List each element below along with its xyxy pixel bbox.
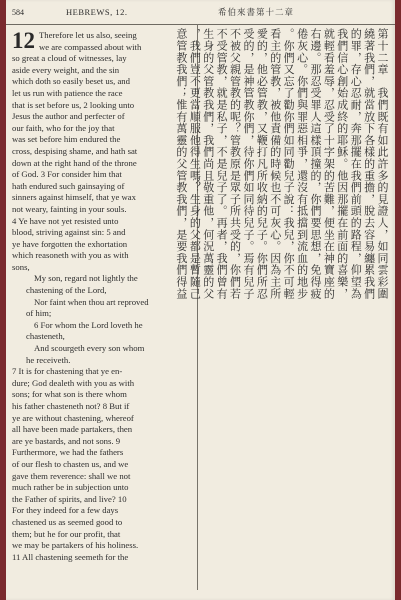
english-line: dure; God dealeth with you as with	[12, 377, 135, 388]
english-line: of God. 3 For consider him that	[12, 169, 122, 180]
english-line: much rather be in subjection unto	[12, 482, 129, 493]
english-line: them; but he for our profit, that	[12, 528, 121, 539]
chinese-text-column: 不被父親管教的呢？管教原是眾子所共受的，你們若	[228, 28, 242, 300]
english-line: sons,	[12, 261, 30, 272]
chinese-text-column: 右邊。那忍受罪人這樣頂撞的，你們要思想，免得疲	[308, 28, 322, 300]
english-line: not weary, fainting in your souls.	[12, 203, 127, 214]
english-line: Therefore let us also, seeing	[39, 30, 137, 40]
chinese-title: 希伯來書第十二章	[218, 8, 295, 18]
english-text	[12, 30, 192, 563]
english-line: down at the right hand of the throne	[12, 157, 137, 168]
english-line: chasteneth,	[26, 331, 65, 342]
english-line: his father chasteneth not? 8 But if	[12, 401, 130, 411]
english-line: of him;	[26, 308, 52, 319]
english-line: chastening of the Lord,	[26, 285, 107, 296]
chinese-text-column: 的罪，存心忍耐，奔那擺在我們前頭的路程，仰望為	[349, 28, 363, 300]
english-line: For they indeed for a few days	[12, 505, 119, 516]
english-line: we are compassed about with	[39, 41, 142, 52]
english-line: Nor faint when thou art reproved	[34, 296, 149, 307]
page-header	[6, 0, 395, 25]
chinese-text-column: 不受管教，就是私子，不是兒子了。再者，我們曾有	[215, 28, 229, 300]
english-line: And scourgeth every son whom	[34, 343, 145, 354]
english-line: our faith, who for the joy that	[12, 122, 115, 133]
english-line: which doth so easily beset us, and	[12, 76, 130, 87]
chinese-text-column: 。你們又忘了勸你們如同勸兒子說：我兒，你不可輕	[282, 28, 296, 300]
english-line: all have been made partakers, then	[12, 424, 133, 435]
chinese-text-column: 愛的，他必管教，又鞭打凡所收納的兒子。你們所忍	[255, 28, 269, 300]
english-line: that is set before us, 2 looking unto	[12, 99, 135, 110]
chinese-text-column: 看主的管教，被他責備的時候也不可灰心。因為主所	[268, 28, 282, 300]
english-line: 11 All chastening seemeth for the	[12, 551, 129, 562]
english-line: are ye bastards, and not sons. 9	[12, 435, 121, 446]
english-line: 6 For whom the Lord loveth he	[34, 319, 143, 330]
chinese-text-column: 受的，是神管教你們，待你們如同待兒子。焉有兒子	[241, 28, 255, 300]
chinese-text-column: 第十二章 我們既有如此許多的見證人，如同雲彩圍	[376, 28, 389, 300]
english-line: so great a cloud of witnesses, lay	[12, 53, 127, 64]
running-title: HEBREWS, 12.	[66, 7, 128, 17]
english-line: the Father of spirits, and live? 10	[12, 493, 127, 504]
english-line: let us run with patience the race	[12, 87, 123, 98]
english-line: Jesus the author and perfecter of	[12, 111, 125, 122]
english-line: blood, striving against sin: 5 and	[12, 227, 126, 238]
chinese-text-column: 繞著我們，就當放下各樣的重擔，脫去容易纏累我們	[362, 28, 376, 300]
english-column	[12, 30, 192, 563]
english-line: 4 Ye have not yet resisted unto	[12, 215, 119, 226]
english-line: which reasoneth with you as with	[12, 250, 129, 261]
english-line: he receiveth.	[26, 354, 71, 365]
english-line: ye have forgotten the exhortation	[12, 238, 128, 249]
chinese-text-column: 倦灰心。你們與罪惡相爭，還沒有抵擋到流血的地步	[295, 28, 309, 300]
english-line: ye are without chastening, whereof	[12, 412, 134, 423]
english-line: aside every weight, and the sin	[12, 64, 120, 75]
english-line: of our flesh to chasten us, and we	[12, 458, 129, 469]
english-line: chastened us as seemed good to	[12, 516, 123, 527]
english-line: sinners against himself, that ye wax	[12, 192, 137, 203]
chinese-text-column: 意管教我們；惟有萬靈的父管教我們，是要我們得益	[174, 28, 188, 300]
chinese-column	[174, 28, 389, 588]
chapter-number: 12	[12, 28, 35, 53]
english-line: we may be partakers of his holiness.	[12, 540, 139, 551]
english-line: Furthermore, we had the fathers	[12, 447, 124, 458]
english-line: was set before him endured the	[12, 134, 121, 145]
english-line: My son, regard not lightly the	[34, 273, 138, 284]
bible-page	[6, 0, 395, 600]
chinese-text-column: 我們信心創始成終的耶穌。他因那擺在前面的喜樂，	[335, 28, 349, 300]
page-number: 584	[12, 8, 24, 17]
english-line: hath endured such gainsaying of	[12, 180, 125, 191]
english-line: gave them reverence: shall we not	[12, 470, 131, 481]
english-line: sons; for what son is there whom	[12, 389, 127, 400]
english-line: cross, despising shame, and hath sat	[12, 145, 138, 156]
english-line: 7 It is for chastening that ye en-	[12, 366, 123, 377]
chinese-text-column: 就輕看羞辱，忍受了十字架的苦難，便坐在神寶座的	[322, 28, 336, 300]
chinese-text-column: 生身的父管教我們，我們尚且敬重他，何況萬靈的父	[201, 28, 215, 300]
chinese-text-column: ，我們豈不更當順服他得生嗎？生身的父都是暫隨己	[188, 28, 202, 300]
